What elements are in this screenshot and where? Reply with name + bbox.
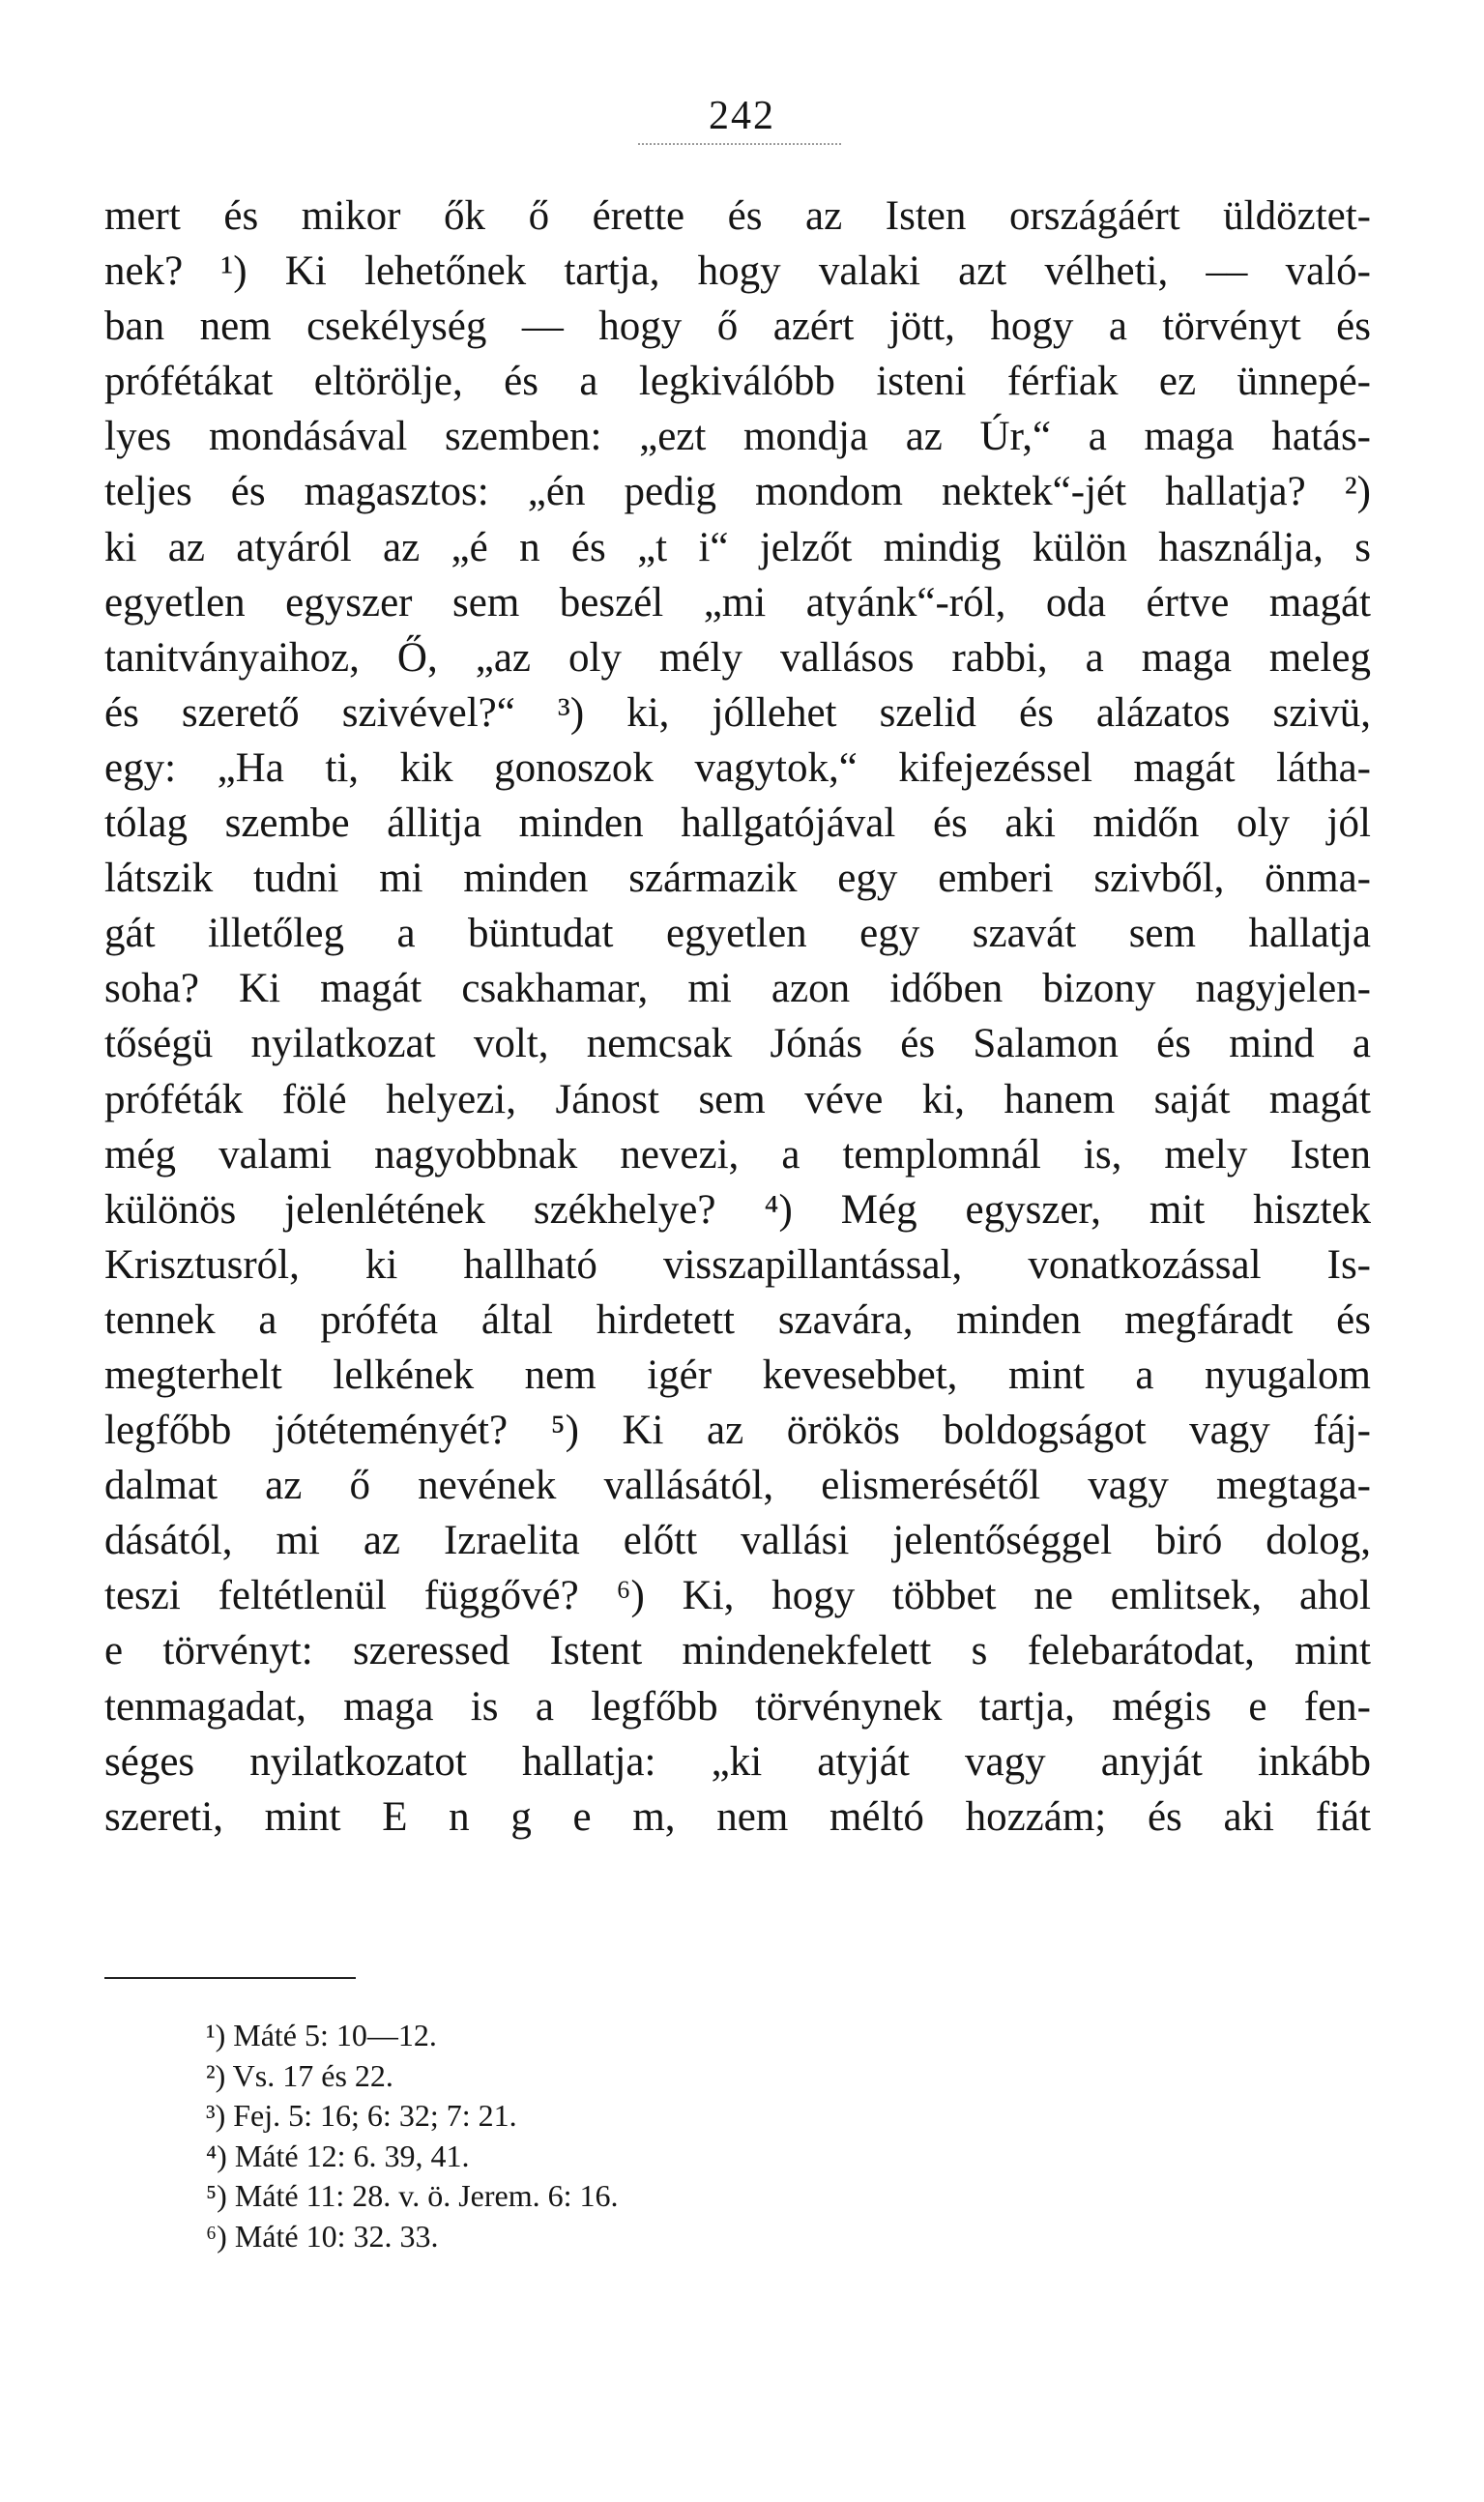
text-line: próféták fölé helyezi, Jánost sem véve ki, hanem saját magát (104, 1076, 1371, 1122)
text-line: egyetlen egyszer sem beszél „mi atyánk“-ról, oda értve magát (104, 579, 1371, 626)
text-line: e törvényt: szeressed Istent mindenekfelett s felebarátodat, mint (104, 1628, 1371, 1674)
text-line: legfőbb jótéteményét? ⁵) Ki az örökös boldogságot vagy fáj- (104, 1408, 1371, 1454)
text-line: lyes mondásával szemben: „ezt mondja az Úr,“ a maga hatás- (104, 414, 1371, 460)
text-line: egy: „Ha ti, kik gonoszok vagytok,“ kifejezéssel magát látha- (104, 744, 1371, 791)
text-line: és szerető szivével?“ ³) ki, jóllehet szelid és alázatos szivü, (104, 689, 1371, 736)
text-line: tenmagadat, maga is a legfőbb törvénynek tartja, mégis e fen- (104, 1683, 1371, 1730)
footnote: ⁵) Máté 11: 28. v. ö. Jerem. 6: 16. (206, 2178, 619, 2213)
page-number: 242 (709, 94, 775, 138)
footnote: ²) Vs. 17 és 22. (206, 2057, 393, 2093)
text-line: különös jelenlétének székhelye? ⁴) Még egyszer, mit hisztek (104, 1186, 1371, 1233)
footnote: ³) Fej. 5: 16; 6: 32; 7: 21. (206, 2098, 517, 2133)
text-line: még valami nagyobbnak nevezi, a templomnál is, mely Isten (104, 1131, 1371, 1178)
text-line: szereti, mint E n g e m, nem méltó hozzám; és aki fiát (104, 1793, 1371, 1840)
text-line: látszik tudni mi minden származik egy emberi szivből, önma- (104, 856, 1371, 902)
text-line: mert és mikor ők ő érette és az Isten országáért üldöztet- (104, 193, 1371, 239)
text-line: dalmat az ő nevének vallásától, elismerésétől vagy megtaga- (104, 1463, 1371, 1509)
text-line: tanitványaihoz, Ő, „az oly mély vallásos rabbi, a maga meleg (104, 634, 1371, 681)
text-line: Krisztusról, ki hallható visszapillantással, vonatkozással Is- (104, 1241, 1371, 1288)
body-text (104, 189, 1371, 1845)
text-line: teszi feltétlenül függővé? ⁶) Ki, hogy többet ne emlitsek, ahol (104, 1573, 1371, 1619)
text-line: nek? ¹) Ki lehetőnek tartja, hogy valaki azt vélheti, –– való- (104, 248, 1371, 295)
text-line: tennek a próféta által hirdetett szavára, minden megfáradt és (104, 1296, 1371, 1343)
footnote: ⁶) Máté 10: 32. 33. (206, 2218, 439, 2254)
text-line: ban nem csekélység — hogy ő azért jött, hogy a törvényt és (104, 304, 1371, 350)
text-line: tőségü nyilatkozat volt, nemcsak Jónás és Salamon és mind a (104, 1021, 1371, 1067)
footnote: ⁴) Máté 12: 6. 39, 41. (206, 2138, 470, 2173)
text-line: soha? Ki magát csakhamar, mi azon időben bizony nagyjelen- (104, 966, 1371, 1012)
text-line: teljes és magasztos: „én pedig mondom nektek“-jét hallatja? ²) (104, 469, 1371, 515)
text-line: gát illetőleg a büntudat egyetlen egy szavát sem hallatja (104, 911, 1371, 957)
text-line: prófétákat eltörölje, és a legkiválóbb isteni férfiak ez ünnepé- (104, 359, 1371, 405)
text-line: séges nyilatkozatot hallatja: „ki atyját vagy anyját inkább (104, 1738, 1371, 1785)
footnotes (206, 2016, 1076, 2256)
page-number-ornament (638, 143, 841, 145)
footnote-divider (104, 1977, 356, 1979)
footnote: ¹) Máté 5: 10—12. (206, 2018, 437, 2052)
text-line: ki az atyáról az „é n és „t i“ jelzőt mindig külön használja, s (104, 524, 1371, 570)
text-line: tólag szembe állitja minden hallgatójával és aki midőn oly jól (104, 800, 1371, 847)
text-line: dásától, mi az Izraelita előtt vallási jelentőséggel biró dolog, (104, 1518, 1371, 1564)
text-line: megterhelt lelkének nem igér kevesebbet, mint a nyugalom (104, 1352, 1371, 1398)
